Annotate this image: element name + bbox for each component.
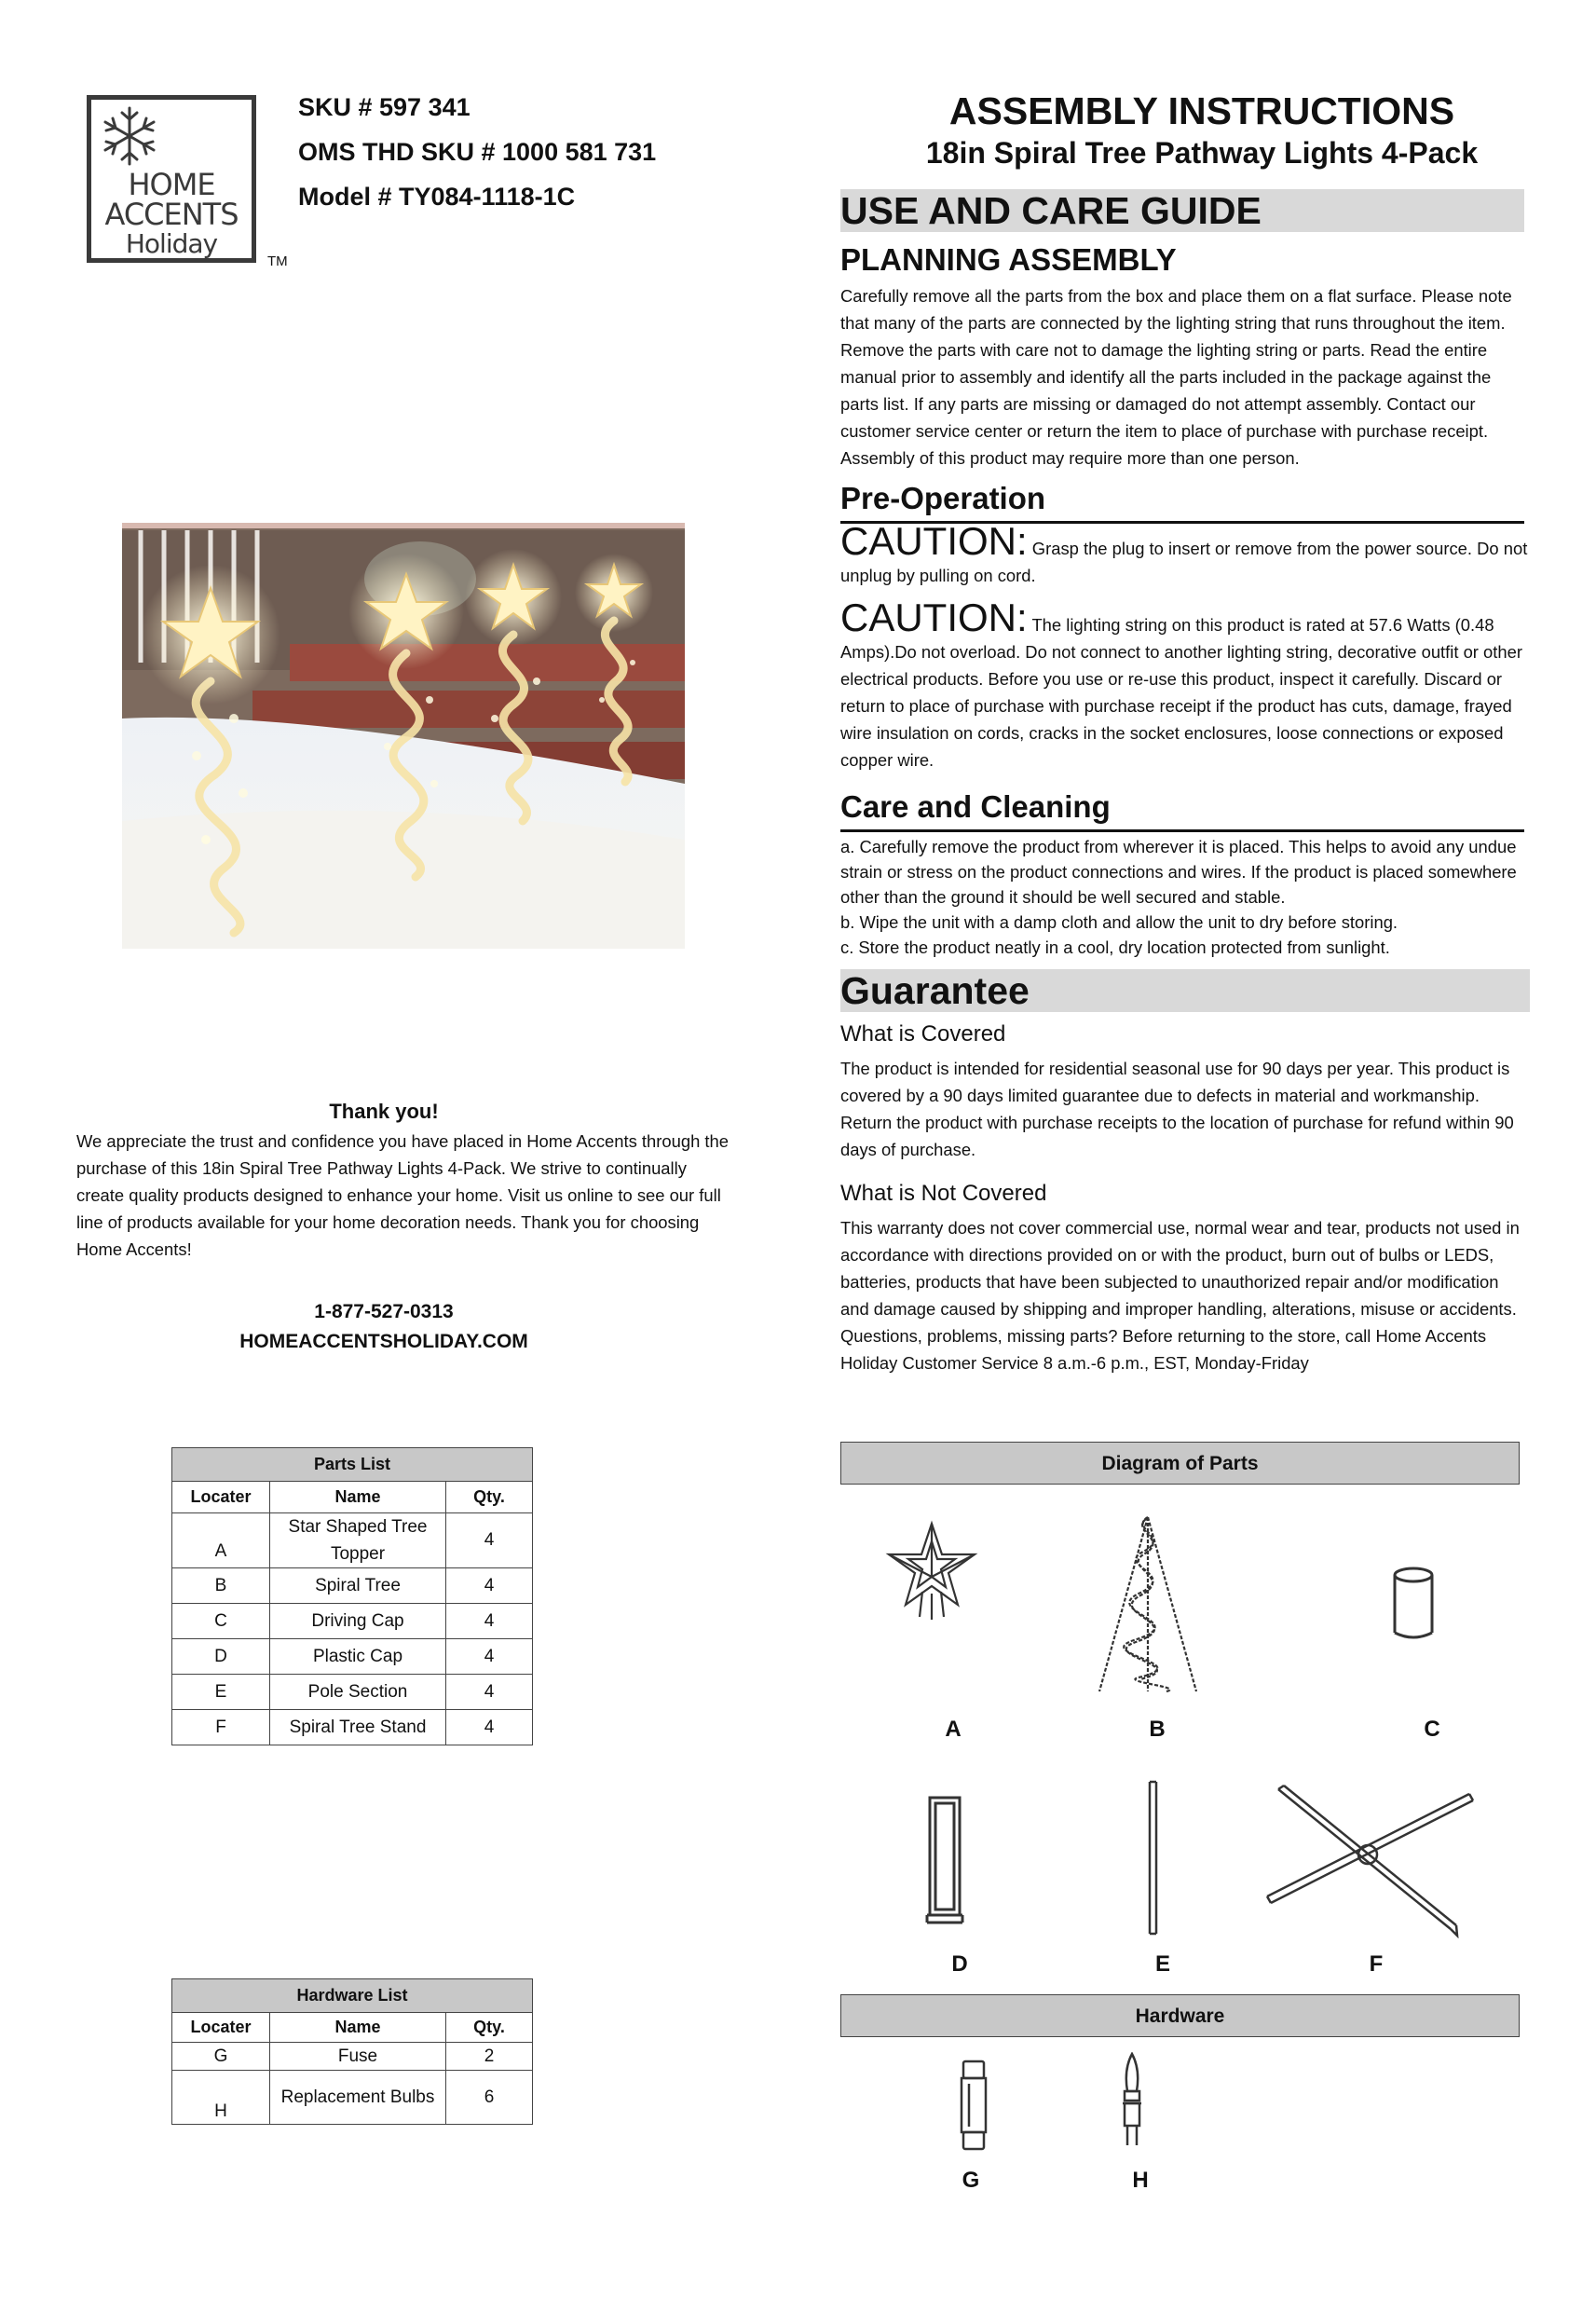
table-row <box>172 1710 533 1745</box>
care-item-c: c. Store the product neatly in a cool, dry location protected from sunlight. <box>840 938 1390 957</box>
diagram-letter-e: E <box>1154 1951 1170 1977</box>
covered-text: The product is intended for residential seasonal use for 90 days per year. This product is covered by a 90 days limited guarantee due to defects in material and workmanship. Return the product with purchase receipts to the location of purchase for refund within 90 days of purchase. <box>840 1059 1514 1159</box>
use-care-heading: USE AND CARE GUIDE <box>840 189 1524 232</box>
hardware-diagram-heading: Hardware <box>840 1994 1520 2037</box>
guarantee-heading: Guarantee <box>840 969 1530 1012</box>
diagram-letter-d: D <box>951 1951 968 1977</box>
logo-line-accents: ACCENTS <box>104 197 239 232</box>
parts-list-table <box>171 1447 533 1745</box>
care-text <box>840 834 1530 960</box>
page-title: ASSEMBLY INSTRUCTIONS <box>948 89 1455 132</box>
fuse-icon <box>950 2060 997 2157</box>
model-number: Model # TY084-1118-1C <box>298 183 576 211</box>
col-name: Name <box>270 1482 446 1513</box>
diagram-heading: Diagram of Parts <box>840 1442 1520 1485</box>
table-row <box>172 1604 533 1639</box>
cell-locater: F <box>172 1710 270 1745</box>
care-heading: Care and Cleaning <box>840 789 1524 832</box>
pole-section-icon <box>1144 1780 1163 1938</box>
hardware-list-caption: Hardware List <box>172 1979 533 2013</box>
plastic-cap-icon <box>922 1794 969 1929</box>
diagram-letter-b: B <box>1149 1717 1166 1742</box>
cell-qty: 4 <box>446 1710 533 1745</box>
cell-name: Star Shaped Tree Topper <box>270 1513 446 1568</box>
diagram-letter-c: C <box>1424 1717 1440 1742</box>
bulb-icon <box>1116 2052 1148 2155</box>
cell-name: Replacement Bulbs <box>270 2071 446 2125</box>
thank-you-text: We appreciate the trust and confidence you have placed in Home Accents through the purchase of this 18in Spiral Tree Pathway Lights 4-Pack. We strive to continually create quality products designed to enhance your home. Visit us online to see our full line of products available for your home decoration needs. Thank you for choosing Home Accents! <box>76 1131 729 1259</box>
trademark: TM <box>267 253 288 269</box>
col-qty: Qty. <box>446 1482 533 1513</box>
logo-line-holiday: Holiday <box>125 228 218 259</box>
pre-operation-heading: Pre-Operation <box>840 481 1524 524</box>
not-covered-text: This warranty does not cover commercial use, normal wear and tear, products not used in accordance with directions provided on or with the product, burn out of bulbs or LEDS, batteries, products that have been subjected to unauthorized repair and/or modification and damage caused by shipping and improper handling, alterations, misuse or accidents. Questions, problems, missing parts? Before returning to the store, call Home Accents Holiday Customer Service 8 a.m.-6 p.m., EST, Monday-Friday <box>840 1218 1520 1373</box>
product-photo <box>122 523 685 949</box>
cell-locater: D <box>172 1639 270 1675</box>
table-row <box>172 1639 533 1675</box>
cell-locater: C <box>172 1604 270 1639</box>
cell-locater: G <box>172 2043 270 2071</box>
cell-name: Plastic Cap <box>270 1639 446 1675</box>
cell-qty: 4 <box>446 1639 533 1675</box>
cell-qty: 4 <box>446 1675 533 1710</box>
caution-2-text: The lighting string on this product is rated at 57.6 Watts (0.48 Amps).Do not overload. Do not connect to another lighting string, decorative outfit or other electrical products. Before you use or re-use this product, inspect it carefully. Discard or return to place of purchase with purchase receipt if the product has cuts, damage, frayed wire insulation on cords, cracks in the socket enclosures, loose connections or exposed copper wire. <box>840 615 1522 770</box>
care-item-b: b. Wipe the unit with a damp cloth and allow the unit to dry before storing. <box>840 912 1398 932</box>
diagram-letter-g: G <box>962 2168 980 2193</box>
col-locater: Locater <box>172 1482 270 1513</box>
table-row <box>172 1513 533 1568</box>
planning-heading: PLANNING ASSEMBLY <box>840 242 1177 277</box>
home-accents-logo <box>87 95 256 263</box>
cell-locater: B <box>172 1568 270 1604</box>
cell-name: Spiral Tree <box>270 1568 446 1604</box>
table-row <box>172 1568 533 1604</box>
table-row <box>172 1675 533 1710</box>
cell-locater: A <box>172 1513 270 1568</box>
caution-1-text: Grasp the plug to insert or remove from the power source. Do not unplug by pulling on cord. <box>840 539 1528 585</box>
driving-cap-icon <box>1390 1566 1437 1645</box>
cell-qty: 4 <box>446 1513 533 1568</box>
cell-name: Pole Section <box>270 1675 446 1710</box>
cell-name: Spiral Tree Stand <box>270 1710 446 1745</box>
oms-sku-number: OMS THD SKU # 1000 581 731 <box>298 138 657 166</box>
table-row <box>172 2071 533 2125</box>
cell-qty: 2 <box>446 2043 533 2071</box>
snowflake-icon <box>97 103 162 169</box>
sku-number: SKU # 597 341 <box>298 93 471 121</box>
website: HOMEACCENTSHOLIDAY.COM <box>239 1331 528 1352</box>
col-locater: Locater <box>172 2013 270 2043</box>
phone-number: 1-877-527-0313 <box>314 1301 454 1322</box>
tree-stand-icon <box>1260 1780 1479 1938</box>
cell-qty: 4 <box>446 1568 533 1604</box>
table-row <box>172 2043 533 2071</box>
logo-line-home: HOME <box>128 167 215 202</box>
cell-name: Fuse <box>270 2043 446 2071</box>
caution-2 <box>840 595 1530 773</box>
cell-locater: E <box>172 1675 270 1710</box>
not-covered-heading: What is Not Covered <box>840 1181 1047 1206</box>
caution-2-label: CAUTION: <box>840 595 1028 639</box>
planning-text: Carefully remove all the parts from the box and place them on a flat surface. Please note that many of the parts are connected by the lighting string that runs throughout the item. Remove the parts with care not to damage the lighting string or parts. Read the entire manual prior to assembly and identify all the parts included in the package against the parts list. If any parts are missing or damaged do not attempt assembly. Contact our customer service center or return the item to place of purchase with purchase receipt. Assembly of this product may require more than one person. <box>840 286 1512 468</box>
thank-you-heading: Thank you! <box>329 1100 439 1123</box>
cell-qty: 6 <box>446 2071 533 2125</box>
star-topper-icon <box>880 1519 983 1626</box>
caution-1-label: CAUTION: <box>840 519 1028 563</box>
diagram-letter-f: F <box>1369 1951 1384 1977</box>
caution-1 <box>840 519 1530 589</box>
page-subtitle: 18in Spiral Tree Pathway Lights 4-Pack <box>925 136 1479 170</box>
covered-heading: What is Covered <box>840 1021 1006 1047</box>
cell-qty: 4 <box>446 1604 533 1639</box>
cell-name: Driving Cap <box>270 1604 446 1639</box>
parts-list-caption: Parts List <box>172 1448 533 1482</box>
hardware-list-table <box>171 1978 533 2125</box>
care-item-a: a. Carefully remove the product from wherever it is placed. This helps to avoid any undue strain or stress on the product connections and wires. If the product is placed somewhere other than the ground it should be well secured and stable. <box>840 837 1517 907</box>
col-qty: Qty. <box>446 2013 533 2043</box>
diagram-letter-a: A <box>945 1717 962 1742</box>
cell-locater: H <box>172 2071 270 2125</box>
diagram-letter-h: H <box>1132 2168 1149 2193</box>
spiral-tree-icon <box>1092 1510 1204 1696</box>
col-name: Name <box>270 2013 446 2043</box>
